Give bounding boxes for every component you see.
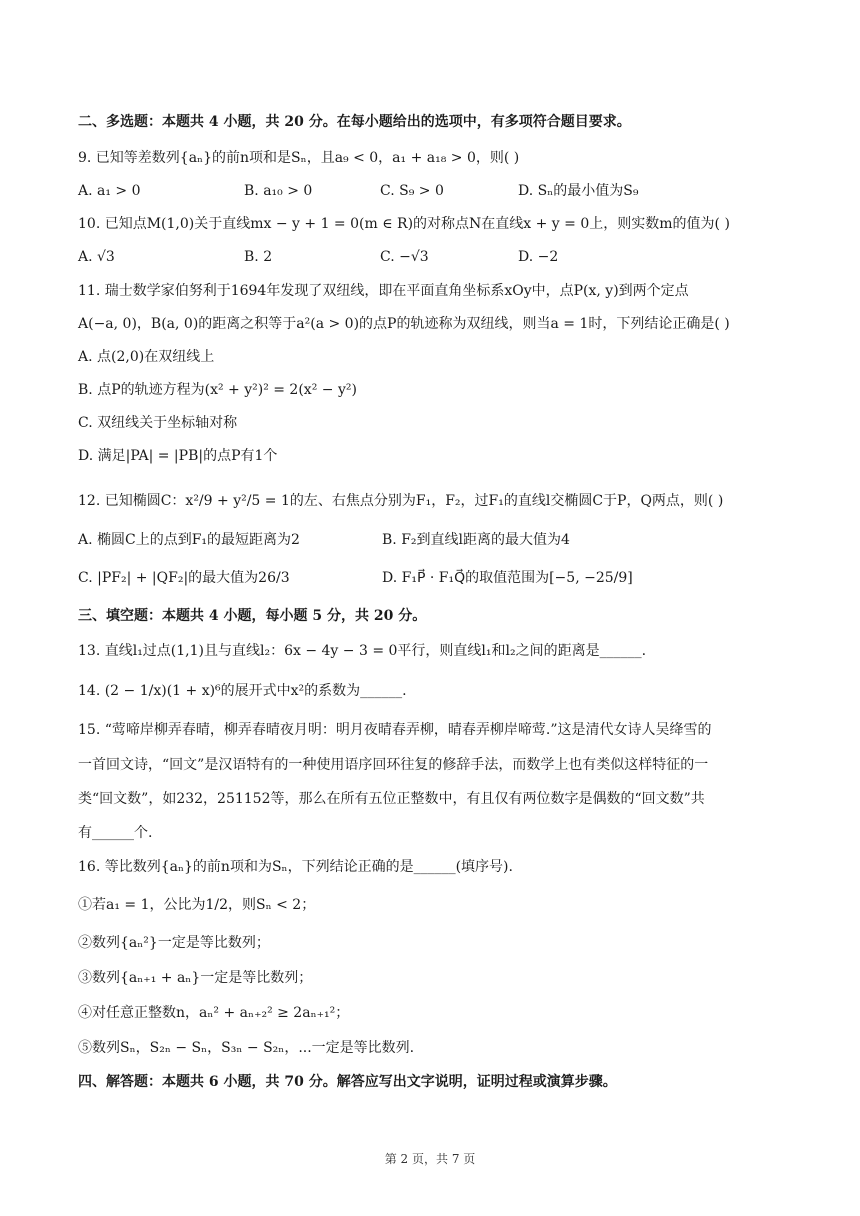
q12-option-c: C. |PF₂| + |QF₂|的最大值为26/3 — [78, 570, 290, 586]
question-11-stem-line1: 11. 瑞士数学家伯努利于1694年发现了双纽线，即在平面直角坐标系xOy中，点P(x, y)到两个定点 — [78, 283, 689, 299]
q16-statement-5: ⑤数列Sₙ，S₂ₙ − Sₙ，S₃ₙ − S₂ₙ，...一定是等比数列. — [78, 1040, 415, 1056]
question-10-options — [78, 247, 778, 267]
question-9-options — [78, 181, 778, 201]
q16-statement-1: ①若a₁ = 1，公比为1/2，则Sₙ < 2； — [78, 897, 316, 913]
question-15-line4: 有______个. — [78, 825, 153, 841]
question-12-options-row1 — [78, 530, 778, 550]
q16-statement-4: ④对任意正整数n，aₙ² + aₙ₊₂² ≥ 2aₙ₊₁²； — [78, 1005, 350, 1021]
section-3-heading: 三、填空题：本题共 4 小题，每小题 5 分，共 20 分。 — [78, 608, 427, 624]
question-15-line3: 类“回文数”，如232，251152等，那么在所有五位正整数中，有且仅有两位数字是偶数的“回文数”共 — [78, 791, 705, 807]
q11-option-a: A. 点(2,0)在双纽线上 — [78, 349, 215, 365]
question-12-options-row2 — [78, 568, 778, 588]
q9-option-a: A. a₁ > 0 — [78, 183, 141, 199]
q16-statement-2: ②数列{aₙ²}一定是等比数列； — [78, 935, 270, 951]
q9-option-d: D. Sₙ的最小值为S₉ — [518, 183, 639, 199]
question-13: 13. 直线l₁过点(1,1)且与直线l₂：6x − 4y − 3 = 0平行，则直线l₁和l₂之间的距离是______. — [78, 643, 647, 659]
question-10-stem: 10. 已知点M(1,0)关于直线mx − y + 1 = 0(m ∈ R)的对称点N在直线x + y = 0上，则实数m的值为( ) — [78, 216, 730, 232]
q12-option-a: A. 椭圆C上的点到F₁的最短距离为2 — [78, 532, 300, 548]
question-14: 14. (2 − 1/x)(1 + x)⁶的展开式中x²的系数为______. — [78, 683, 407, 699]
q10-option-c: C. −√3 — [380, 249, 429, 265]
q12-option-d: D. F₁P⃗ · F₁Q⃗的取值范围为[−5, −25/9] — [382, 570, 633, 586]
q11-option-b: B. 点P的轨迹方程为(x² + y²)² = 2(x² − y²) — [78, 382, 357, 398]
page-footer: 第 2 页，共 7 页 — [384, 1152, 476, 1166]
question-15-line2: 一首回文诗，“回文”是汉语特有的一种使用语序回环往复的修辞手法，而数学上也有类似这样特征的一 — [78, 757, 709, 773]
question-11-stem-line2: A(−a, 0)，B(a, 0)的距离之积等于a²(a > 0)的点P的轨迹称为双纽线，则当a = 1时，下列结论正确是( ) — [78, 316, 730, 332]
q10-option-a: A. √3 — [78, 249, 115, 265]
question-15-line1: 15. “莺啼岸柳弄春晴，柳弄春晴夜月明：明月夜晴春弄柳，晴春弄柳岸啼莺.”这是清代女诗人吴绛雪的 — [78, 722, 712, 738]
q9-option-c: C. S₉ > 0 — [380, 183, 444, 199]
question-12-stem: 12. 已知椭圆C：x²/9 + y²/5 = 1的左、右焦点分别为F₁，F₂，过F₁的直线l交椭圆C于P，Q两点，则( ) — [78, 493, 724, 509]
q10-option-d: D. −2 — [518, 249, 559, 265]
section-4-heading: 四、解答题：本题共 6 小题，共 70 分。解答应写出文字说明，证明过程或演算步骤。 — [78, 1074, 617, 1090]
q12-option-b: B. F₂到直线l距离的最大值为4 — [382, 532, 570, 548]
question-9-stem: 9. 已知等差数列{aₙ}的前n项和是Sₙ，且a₉ < 0，a₁ + a₁₈ > 0，则( ) — [78, 150, 520, 166]
question-16-stem: 16. 等比数列{aₙ}的前n项和为Sₙ，下列结论正确的是______(填序号). — [78, 859, 513, 875]
section-2-heading: 二、多选题：本题共 4 小题，共 20 分。在每小题给出的选项中，有多项符合题目要求。 — [78, 114, 631, 130]
q16-statement-3: ③数列{aₙ₊₁ + aₙ}一定是等比数列； — [78, 970, 313, 986]
q11-option-c: C. 双纽线关于坐标轴对称 — [78, 415, 238, 431]
q10-option-b: B. 2 — [244, 249, 273, 265]
q9-option-b: B. a₁₀ > 0 — [244, 183, 313, 199]
q11-option-d: D. 满足|PA| = |PB|的点P有1个 — [78, 448, 278, 464]
